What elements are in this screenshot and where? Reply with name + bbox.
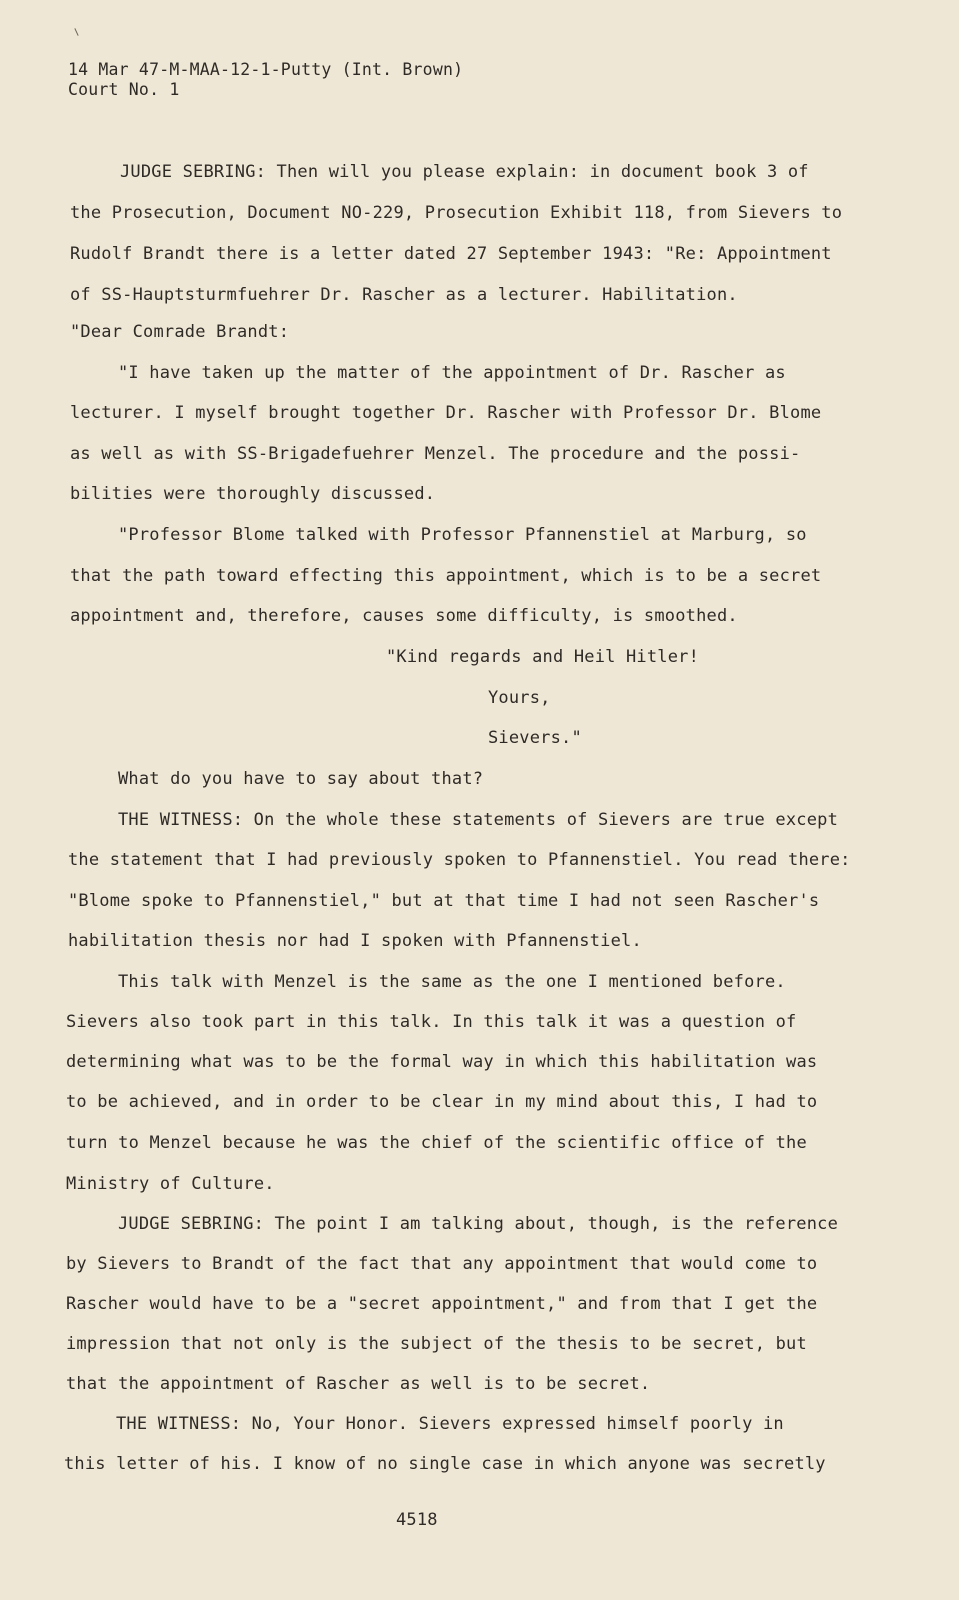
body-line: This talk with Menzel is the same as the one I mentioned before. bbox=[118, 972, 786, 992]
body-line: THE WITNESS: No, Your Honor. Sievers expressed himself poorly in bbox=[116, 1414, 784, 1434]
body-line: JUDGE SEBRING: Then will you please explain: in document book 3 of bbox=[120, 162, 809, 182]
body-line: impression that not only is the subject of the thesis to be secret, but bbox=[66, 1334, 807, 1354]
body-line: this letter of his. I know of no single case in which anyone was secretly bbox=[64, 1454, 826, 1474]
letter-closing: "Kind regards and Heil Hitler! bbox=[386, 647, 700, 667]
body-line: Rudolf Brandt there is a letter dated 27 September 1943: "Re: Appointment bbox=[70, 244, 832, 264]
header-session-line: 14 Mar 47-M-MAA-12-1-Putty (Int. Brown) bbox=[68, 60, 464, 79]
body-line: THE WITNESS: On the whole these statements of Sievers are true except bbox=[118, 810, 839, 830]
body-line: that the path toward effecting this appointment, which is to be a secret bbox=[70, 566, 822, 586]
body-line: to be achieved, and in order to be clear in my mind about this, I had to bbox=[66, 1092, 818, 1112]
body-line: lecturer. I myself brought together Dr. Rascher with Professor Dr. Blome bbox=[70, 403, 822, 423]
body-line: appointment and, therefore, causes some difficulty, is smoothed. bbox=[70, 606, 738, 626]
body-line: "Professor Blome talked with Professor Pfannenstiel at Marburg, so bbox=[118, 525, 807, 545]
body-line: as well as with SS-Brigadefuehrer Menzel. The procedure and the possi- bbox=[70, 444, 801, 464]
stray-pen-mark bbox=[74, 28, 78, 36]
letter-signature: Sievers." bbox=[488, 728, 582, 748]
body-line: by Sievers to Brandt of the fact that any appointment that would come to bbox=[66, 1254, 818, 1274]
body-line: Sievers also took part in this talk. In this talk it was a question of bbox=[66, 1012, 797, 1032]
body-line: that the appointment of Rascher as well is to be secret. bbox=[66, 1374, 651, 1394]
page-number: 4518 bbox=[396, 1510, 438, 1530]
body-line: bilities were thoroughly discussed. bbox=[70, 484, 436, 504]
body-line: habilitation thesis nor had I spoken with Pfannenstiel. bbox=[68, 931, 642, 951]
body-line: Ministry of Culture. bbox=[66, 1174, 275, 1194]
body-line: Rascher would have to be a "secret appointment," and from that I get the bbox=[66, 1294, 818, 1314]
body-line: What do you have to say about that? bbox=[118, 769, 484, 789]
body-line: "I have taken up the matter of the appointment of Dr. Rascher as bbox=[118, 363, 786, 383]
letter-valediction: Yours, bbox=[488, 688, 551, 708]
body-line: turn to Menzel because he was the chief of the scientific office of the bbox=[66, 1133, 807, 1153]
body-line: the statement that I had previously spoken to Pfannenstiel. You read there: bbox=[68, 850, 851, 870]
body-line: "Blome spoke to Pfannenstiel," but at that time I had not seen Rascher's bbox=[68, 891, 820, 911]
body-line: of SS-Hauptsturmfuehrer Dr. Rascher as a lecturer. Habilitation. bbox=[70, 285, 738, 305]
body-line: "Dear Comrade Brandt: bbox=[70, 322, 290, 342]
body-line: determining what was to be the formal way in which this habilitation was bbox=[66, 1052, 818, 1072]
header-court-line: Court No. 1 bbox=[68, 80, 180, 99]
body-line: the Prosecution, Document NO-229, Prosecution Exhibit 118, from Sievers to bbox=[70, 203, 843, 223]
body-line: JUDGE SEBRING: The point I am talking about, though, is the reference bbox=[118, 1214, 839, 1234]
